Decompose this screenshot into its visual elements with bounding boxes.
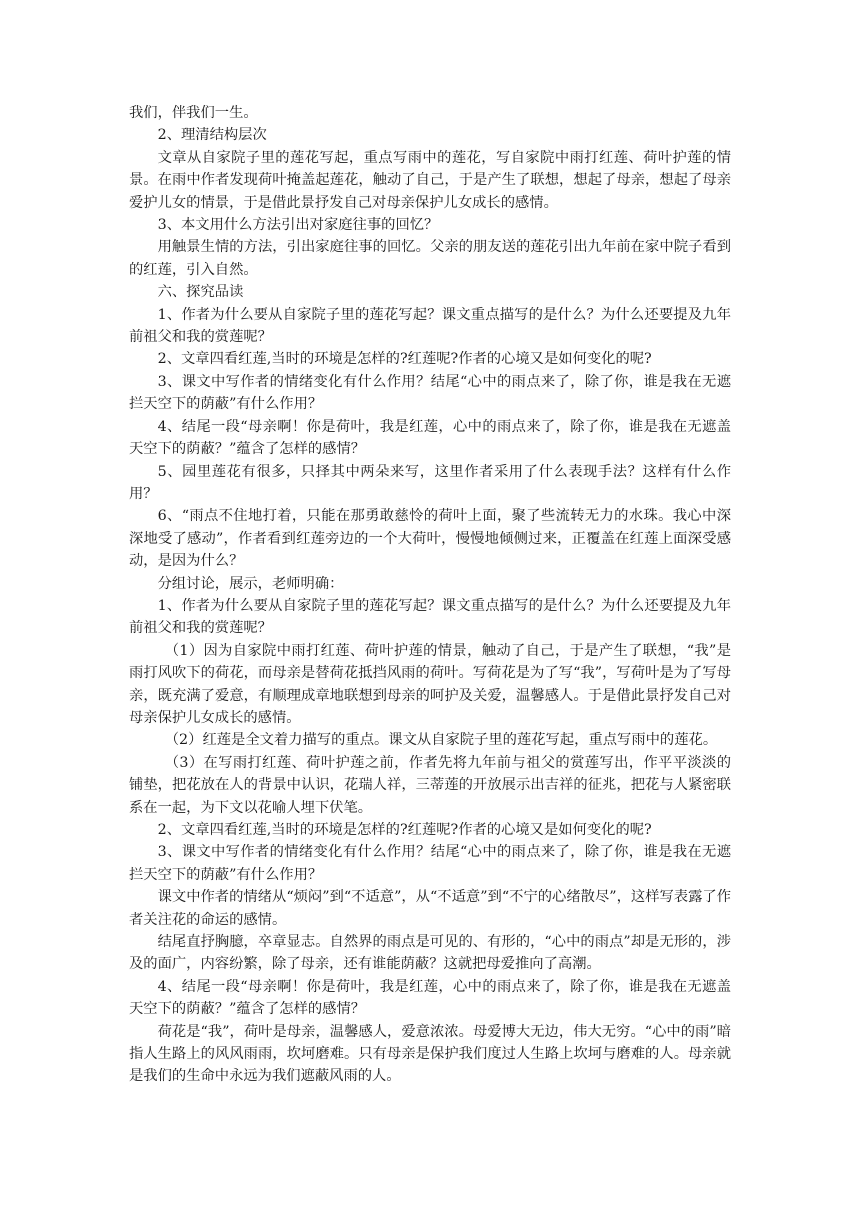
paragraph: （1）因为自家院中雨打红莲、荷叶护莲的情景，触动了自己，于是产生了联想，“我”是雨打风吹下的荷花，而母亲是替荷花抵挡风雨的荷叶。写荷花是为了写“我”，写荷叶是为了写母亲，既充满了爱意，有顺理成章地联想到母亲的呵护及关爱，温馨感人。于是借此景抒发自己对母亲保护儿女成长的感情。	[129, 642, 731, 726]
paragraph: 3、课文中写作者的情绪变化有什么作用？结尾“心中的雨点来了，除了你，谁是我在无遮拦天空下的荫蔽”有什么作用？	[129, 844, 731, 883]
paragraph: 5、园里莲花有很多，只择其中两朵来写，这里作者采用了什么表现手法？这样有什么作用？	[129, 463, 731, 502]
paragraph: 1、作者为什么要从自家院子里的莲花写起？课文重点描写的是什么？为什么还要提及九年前祖父和我的赏莲呢？	[129, 597, 731, 637]
paragraph: 用触景生情的方法，引出家庭往事的回忆。父亲的朋友送的莲花引出九年前在家中院子看到的红莲，引入自然。	[129, 239, 731, 278]
paragraph: （2）红莲是全文着力描写的重点。课文从自家院子里的莲花写起，重点写雨中的莲花。	[164, 732, 718, 749]
paragraph: 我们，伴我们一生。	[129, 105, 258, 121]
paragraph: 2、理清结构层次	[157, 127, 267, 144]
document-page	[129, 102, 731, 1088]
paragraph: 课文中作者的情绪从“烦闷”到“不适意”，从“不适意”到“不宁的心绪散尽”，这样写表露了作者关注花的命运的感情。	[129, 889, 731, 928]
paragraph: 3、课文中写作者的情绪变化有什么作用？结尾“心中的雨点来了，除了你，谁是我在无遮拦天空下的荫蔽”有什么作用？	[129, 373, 731, 413]
paragraph: 荷花是“我”，荷叶是母亲，温馨感人，爱意浓浓。母爱博大无边，伟大无穷。“心中的雨”暗指人生路上的风风雨雨，坎坷磨难。只有母亲是保护我们度过人生路上坎坷与磨难的人。母亲就是我们的生命中永远为我们遮蔽风雨的人。	[129, 1023, 731, 1085]
paragraph: 2、文章四看红莲,当时的环境是怎样的?红莲呢?作者的心境又是如何变化的呢?	[157, 351, 652, 368]
paragraph: （3）在写雨打红莲、荷叶护莲之前，作者先将九年前与祖父的赏莲写出，作平平淡淡的铺垫，把花放在人的背景中认识，花瑞人祥，三蒂莲的开放展示出吉祥的征兆，把花与人紧密联系在一起，为下文以花喻人埋下伏笔。	[129, 754, 731, 816]
paragraph: 2、文章四看红莲,当时的环境是怎样的?红莲呢?作者的心境又是如何变化的呢?	[157, 822, 652, 838]
paragraph: 6、“雨点不住地打着，只能在那勇敢慈怜的荷叶上面，聚了些流转无力的水珠。我心中深深地受了感动”，作者看到红莲旁边的一个大荷叶，慢慢地倾侧过来，正覆盖在红莲上面深受感动，是因为什么？	[129, 508, 731, 570]
paragraph: 4、结尾一段“母亲啊！你是荷叶，我是红莲，心中的雨点来了，除了你，谁是我在无遮盖天空下的荫蔽？”蕴含了怎样的感情？	[129, 978, 731, 1018]
paragraph: 4、结尾一段“母亲啊！你是荷叶，我是红莲，心中的雨点来了，除了你，谁是我在无遮盖天空下的荫蔽？”蕴含了怎样的感情？	[129, 418, 731, 458]
paragraph: 分组讨论，展示，老师明确：	[157, 575, 344, 592]
paragraph: 1、作者为什么要从自家院子里的莲花写起？课文重点描写的是什么？为什么还要提及九年前祖父和我的赏莲呢？	[129, 306, 731, 346]
paragraph: 文章从自家院子里的莲花写起，重点写雨中的莲花，写自家院中雨打红莲、荷叶护莲的情景。在雨中作者发现荷叶掩盖起莲花，触动了自己，于是产生了联想，想起了母亲，想起了母亲爱护儿女的情景，于是借此景抒发自己对母亲保护儿女成长的感情。	[129, 149, 731, 211]
paragraph: 结尾直抒胸臆，卒章显志。自然界的雨点是可见的、有形的，“心中的雨点”却是无形的，涉及的面广，内容纷繁，除了母亲，还有谁能荫蔽？这就把母爱推向了高潮。	[129, 934, 731, 973]
paragraph: 3、本文用什么方法引出对家庭往事的回忆？	[157, 217, 439, 234]
paragraph: 六、探究品读	[157, 284, 244, 301]
